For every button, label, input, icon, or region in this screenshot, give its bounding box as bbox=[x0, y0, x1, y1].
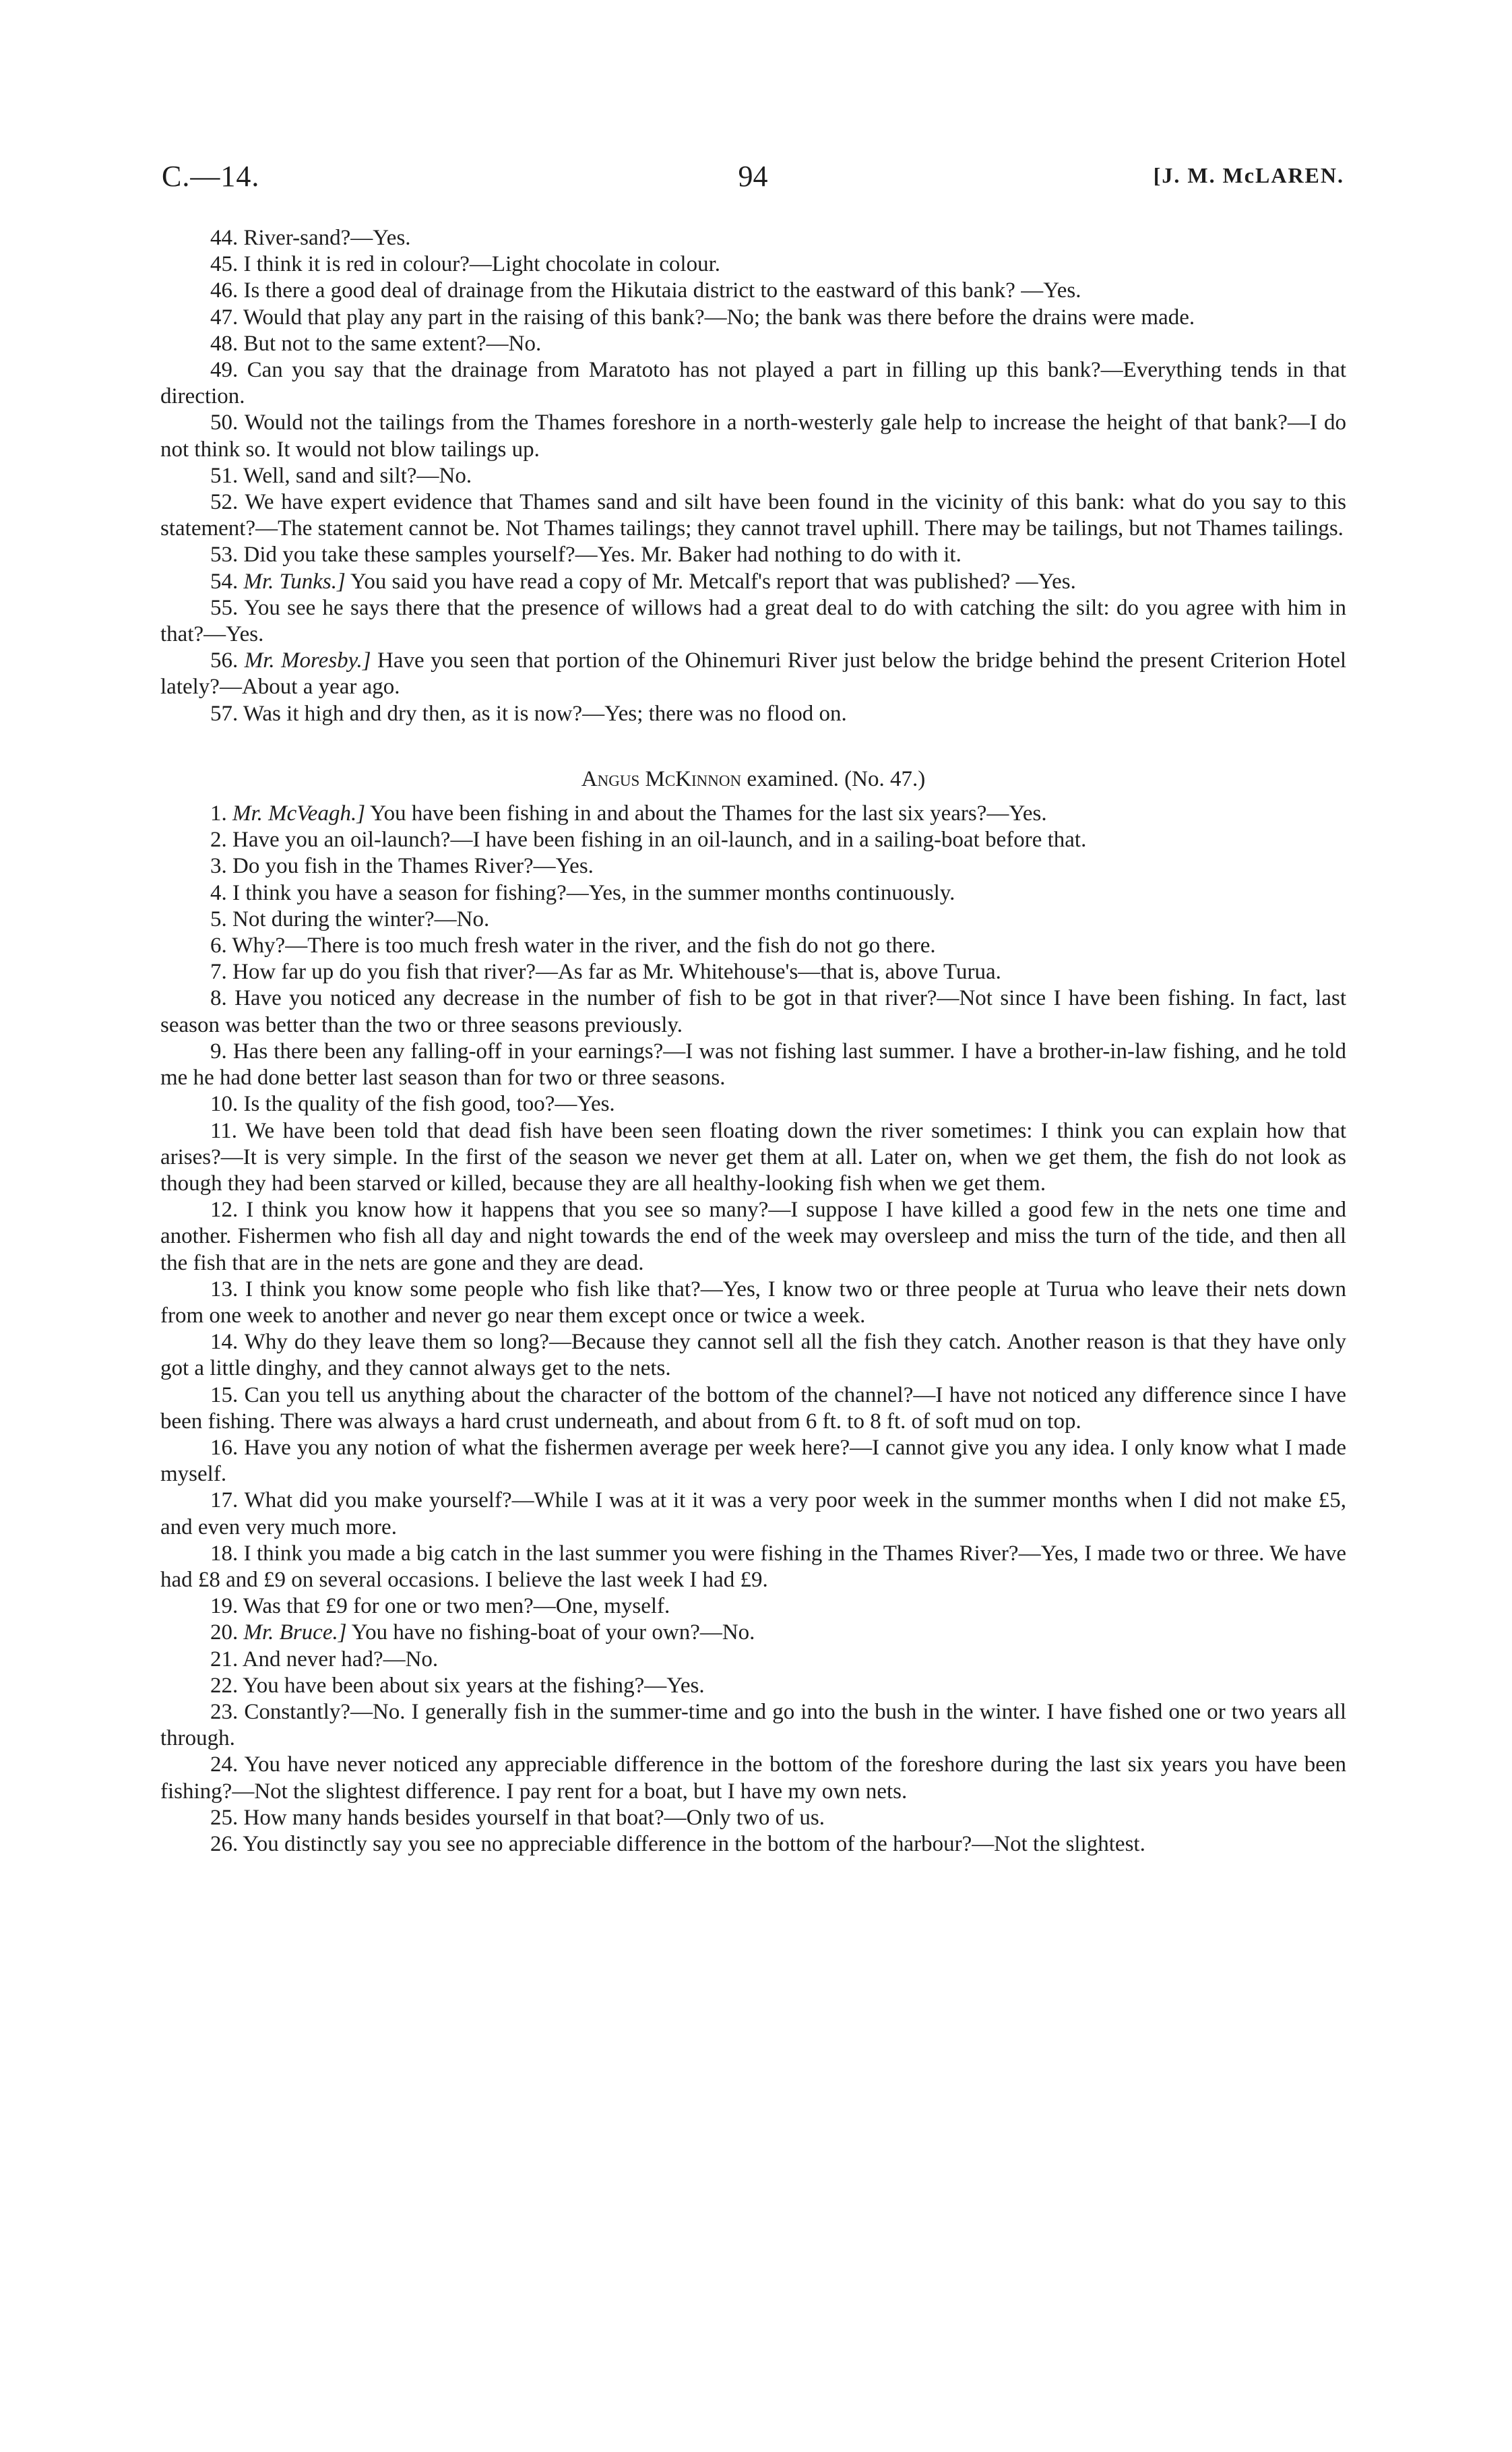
question-text: You have been about six years at the fishing?—Yes. bbox=[243, 1673, 705, 1698]
question-text: Why do they leave them so long?—Because they cannot sell all the fish they catch. Another reason is that they have only got a little dinghy, and they cannot always get to the nets. bbox=[160, 1330, 1346, 1381]
question-number: 5. bbox=[210, 907, 227, 931]
examiner-name: Mr. Moresby.] bbox=[244, 648, 371, 673]
question-text: Have you seen that portion of the Ohinemuri River just below the bridge behind the present Criterion Hotel lately?—About a year ago. bbox=[160, 648, 1347, 700]
question-answer bbox=[160, 1488, 1346, 1540]
question-answer bbox=[160, 1435, 1346, 1488]
question-answer bbox=[160, 1329, 1346, 1382]
question-number: 52. bbox=[210, 490, 239, 515]
question-number: 55. bbox=[210, 595, 239, 620]
examiner-name: Mr. Bruce.] bbox=[243, 1620, 347, 1645]
question-number: 1. bbox=[210, 801, 227, 826]
question-text: Did you take these samples yourself?—Yes. Mr. Baker had nothing to do with it. bbox=[243, 543, 962, 568]
page-header bbox=[162, 159, 1344, 206]
question-text: We have expert evidence that Thames sand and silt have been found in the vicinity of this bank: what do you say to this statement?—The statement cannot be. Not Thames tailings; they cannot travel uphill. There may be tailings, but not Thames tailings. bbox=[160, 490, 1346, 541]
question-text: Is there a good deal of drainage from the Hikutaia district to the eastward of this bank? —Yes. bbox=[243, 278, 1081, 303]
question-number: 12. bbox=[210, 1198, 239, 1223]
question-number: 8. bbox=[210, 986, 227, 1011]
question-answer bbox=[160, 410, 1346, 462]
question-answer bbox=[160, 959, 1346, 985]
examiner-name: Mr. McVeagh.] bbox=[232, 801, 366, 826]
question-number: 44. bbox=[210, 226, 239, 250]
question-number: 45. bbox=[210, 252, 239, 277]
question-text: I think you have a season for fishing?—Yes, in the summer months continuously. bbox=[232, 880, 955, 905]
question-number: 54. bbox=[210, 569, 239, 594]
question-number: 22. bbox=[210, 1673, 239, 1698]
question-answer bbox=[160, 1039, 1346, 1091]
question-answer bbox=[160, 648, 1346, 700]
question-answer bbox=[160, 1673, 1346, 1699]
question-number: 46. bbox=[210, 278, 239, 303]
evidence-section-2 bbox=[160, 801, 1346, 1858]
question-text: Constantly?—No. I generally fish in the summer-time and go into the bush in the winter. I have fished one or two years all through. bbox=[160, 1699, 1346, 1751]
evidence-section-1 bbox=[160, 225, 1346, 727]
question-answer bbox=[160, 1091, 1346, 1117]
question-number: 20. bbox=[210, 1620, 239, 1645]
question-answer bbox=[160, 1277, 1346, 1329]
question-text: What did you make yourself?—While I was at it it was a very poor week in the summer months when I did not make £5, and even very much more. bbox=[160, 1488, 1346, 1539]
question-answer bbox=[160, 595, 1346, 648]
question-number: 50. bbox=[210, 410, 239, 435]
question-number: 23. bbox=[210, 1699, 239, 1724]
witness-name: Angus McKinnon bbox=[581, 766, 742, 791]
examiner-name: Mr. Tunks.] bbox=[243, 569, 346, 594]
question-answer bbox=[160, 701, 1346, 727]
question-number: 10. bbox=[210, 1092, 239, 1117]
question-text: Have you any notion of what the fishermen average per week here?—I cannot give you any idea. I only know what I made myself. bbox=[160, 1435, 1347, 1487]
question-text: Would that play any part in the raising of this bank?—No; the bank was there before the drains were made. bbox=[243, 305, 1195, 330]
question-text: Why?—There is too much fresh water in the river, and the fish do not go there. bbox=[232, 933, 936, 958]
question-text: How many hands besides yourself in that boat?—Only two of us. bbox=[243, 1805, 825, 1830]
question-number: 11. bbox=[210, 1118, 238, 1143]
question-number: 47. bbox=[210, 305, 239, 330]
section-gap bbox=[160, 727, 1346, 766]
question-answer bbox=[160, 1805, 1346, 1831]
question-text: Have you an oil-launch?—I have been fishing in an oil-launch, and in a sailing-boat before that. bbox=[232, 828, 1087, 853]
question-text: Was that £9 for one or two men?—One, myself. bbox=[243, 1594, 670, 1619]
question-answer bbox=[160, 801, 1346, 827]
question-answer bbox=[160, 1831, 1346, 1858]
question-answer bbox=[160, 1752, 1346, 1804]
question-number: 16. bbox=[210, 1435, 239, 1460]
question-text: Would not the tailings from the Thames foreshore in a north-westerly gale help to increase the height of that bank?—I do not think so. It would not blow tailings up. bbox=[160, 410, 1347, 462]
question-number: 14. bbox=[210, 1330, 239, 1355]
question-text: Not during the winter?—No. bbox=[232, 907, 490, 931]
question-answer bbox=[160, 1647, 1346, 1673]
question-text: You have no fishing-boat of your own?—No. bbox=[351, 1620, 755, 1645]
question-number: 25. bbox=[210, 1805, 239, 1830]
question-text: Can you tell us anything about the character of the bottom of the channel?—I have not noticed any difference since I have been fishing. There was always a hard crust underneath, and about from 6 ft. to 8 ft. of soft mud on top. bbox=[160, 1382, 1347, 1434]
question-text: But not to the same extent?—No. bbox=[243, 331, 542, 356]
question-answer bbox=[160, 463, 1346, 489]
question-text: Do you fish in the Thames River?—Yes. bbox=[232, 854, 594, 879]
question-number: 53. bbox=[210, 543, 239, 568]
question-number: 9. bbox=[210, 1039, 227, 1064]
question-answer bbox=[160, 331, 1346, 357]
question-answer bbox=[160, 1382, 1346, 1435]
question-text: You have never noticed any appreciable difference in the bottom of the foreshore during the last six years you have been fishing?—Not the slightest difference. I pay rent for a boat, but I have my own nets. bbox=[160, 1752, 1346, 1804]
question-number: 13. bbox=[210, 1277, 239, 1301]
running-head-witness: [J. M. McLAREN. bbox=[1153, 163, 1344, 187]
question-answer bbox=[160, 1118, 1346, 1198]
question-number: 18. bbox=[210, 1541, 239, 1566]
question-number: 6. bbox=[210, 933, 227, 958]
question-answer bbox=[160, 907, 1346, 933]
question-answer bbox=[160, 251, 1346, 278]
question-number: 51. bbox=[210, 463, 239, 488]
question-text: You distinctly say you see no appreciable difference in the bottom of the harbour?—Not the slightest. bbox=[243, 1831, 1145, 1856]
question-number: 2. bbox=[210, 828, 227, 853]
question-answer bbox=[160, 542, 1346, 568]
question-text: Can you say that the drainage from Maratoto has not played a part in filling up this bank?—Everything tends in that direction. bbox=[160, 358, 1347, 409]
question-number: 56. bbox=[210, 648, 239, 673]
question-number: 57. bbox=[210, 701, 239, 726]
question-number: 49. bbox=[210, 358, 239, 383]
examination-suffix: examined. (No. 47.) bbox=[747, 766, 926, 791]
question-answer bbox=[160, 1620, 1346, 1646]
question-answer bbox=[160, 1541, 1346, 1593]
question-text: I think it is red in colour?—Light chocolate in colour. bbox=[243, 252, 721, 277]
question-number: 15. bbox=[210, 1382, 239, 1407]
question-number: 26. bbox=[210, 1831, 239, 1856]
question-answer bbox=[160, 1197, 1346, 1277]
question-text: We have been told that dead fish have been seen floating down the river sometimes: I think you can explain how that arises?—It is very simple. In the first of the season we never get them at all. Later on, when we get them, the fish do not look as though they had been starved or killed, because they are all healthy-looking fish when we get them. bbox=[160, 1118, 1346, 1196]
question-answer bbox=[160, 278, 1346, 304]
examination-heading bbox=[160, 766, 1346, 793]
question-answer bbox=[160, 1593, 1346, 1620]
question-text: Well, sand and silt?—No. bbox=[243, 463, 472, 488]
question-number: 24. bbox=[210, 1752, 239, 1777]
question-text: How far up do you fish that river?—As far as Mr. Whitehouse's—that is, above Turua. bbox=[232, 960, 1001, 985]
question-text: I think you made a big catch in the last summer you were fishing in the Thames River?—Yes, I made two or three. We have had £8 and £9 on several occasions. I believe the last week I had £9. bbox=[160, 1541, 1346, 1592]
question-answer bbox=[160, 880, 1346, 907]
page-number: 94 bbox=[738, 160, 768, 193]
question-answer bbox=[160, 489, 1346, 542]
question-answer bbox=[160, 305, 1346, 331]
question-number: 19. bbox=[210, 1594, 239, 1619]
report-code: C.—14. bbox=[162, 160, 260, 193]
question-text: Has there been any falling-off in your earnings?—I was not fishing last summer. I have a brother-in-law fishing, and he told me he had done better last season than for two or three seasons. bbox=[160, 1039, 1347, 1091]
question-text: You said you have read a copy of Mr. Metcalf's report that was published? —Yes. bbox=[350, 569, 1076, 594]
question-number: 17. bbox=[210, 1488, 239, 1513]
question-text: And never had?—No. bbox=[242, 1647, 439, 1672]
question-answer bbox=[160, 357, 1346, 410]
question-text: River-sand?—Yes. bbox=[243, 226, 411, 250]
question-text: Have you noticed any decrease in the number of fish to be got in that river?—Not since I have been fishing. In fact, last season was better than the two or three seasons previously. bbox=[160, 986, 1346, 1037]
question-number: 3. bbox=[210, 854, 227, 879]
document-body bbox=[160, 225, 1346, 1858]
question-number: 48. bbox=[210, 331, 239, 356]
question-text: I think you know some people who fish like that?—Yes, I know two or three people at Turua who leave their nets down from one week to another and never go near them except once or twice a week. bbox=[160, 1277, 1346, 1328]
question-text: You see he says there that the presence of willows had a great deal to do with catching the silt: do you agree with him in that?—Yes. bbox=[160, 595, 1346, 647]
question-text: You have been fishing in and about the Thames for the last six years?—Yes. bbox=[370, 801, 1047, 826]
question-number: 21. bbox=[210, 1647, 239, 1672]
question-answer bbox=[160, 569, 1346, 595]
question-number: 4. bbox=[210, 880, 227, 905]
question-answer bbox=[160, 225, 1346, 251]
question-text: Was it high and dry then, as it is now?—Yes; there was no flood on. bbox=[243, 701, 847, 726]
question-text: Is the quality of the fish good, too?—Yes. bbox=[243, 1092, 615, 1117]
question-number: 7. bbox=[210, 960, 227, 985]
question-answer bbox=[160, 1699, 1346, 1752]
question-answer bbox=[160, 827, 1346, 853]
question-answer bbox=[160, 985, 1346, 1038]
question-text: I think you know how it happens that you see so many?—I suppose I have killed a good few in the nets one time and another. Fishermen who fish all day and night towards the end of the week may oversleep and miss the turn of the tide, and then all the fish that are in the nets are gone and they are dead. bbox=[160, 1198, 1346, 1275]
question-answer bbox=[160, 853, 1346, 880]
question-answer bbox=[160, 933, 1346, 959]
